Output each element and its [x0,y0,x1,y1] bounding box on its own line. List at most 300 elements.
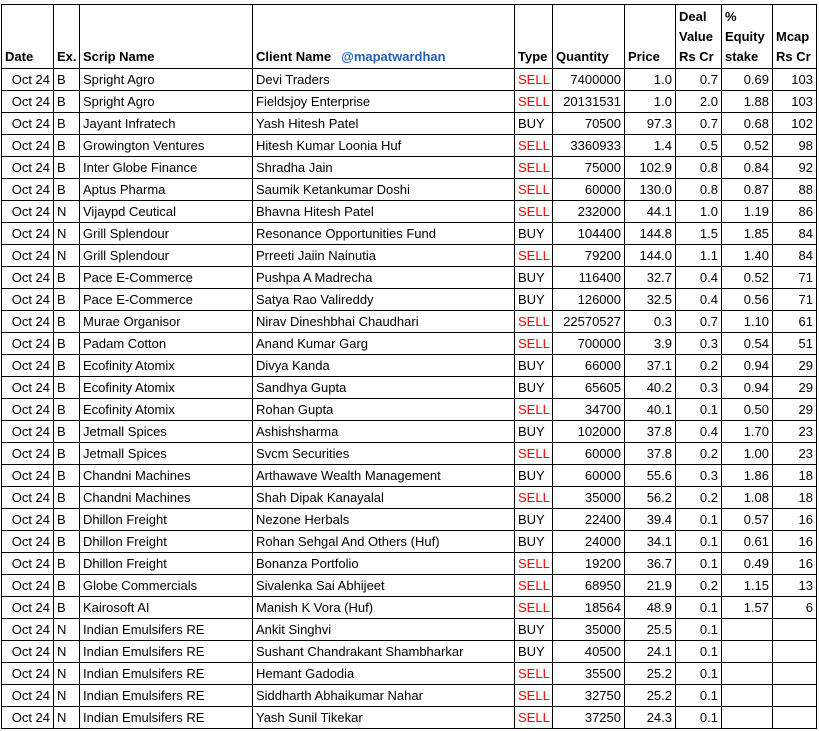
mcap-cell: 16 [773,509,817,531]
header-type: Type [515,5,553,69]
price-cell: 130.0 [625,179,676,201]
price-cell: 48.9 [625,597,676,619]
client-name-cell: Shradha Jain [253,157,515,179]
client-name-label: Client Name [256,49,332,64]
quantity-cell: 126000 [553,289,625,311]
date-cell: Oct 24 [2,597,54,619]
exchange-cell: B [54,575,80,597]
equity-stake-cell: 1.10 [722,311,773,333]
quantity-cell: 24000 [553,531,625,553]
equity-stake-cell: 1.86 [722,465,773,487]
exchange-cell: B [54,465,80,487]
price-cell: 144.8 [625,223,676,245]
equity-stake-cell [722,663,773,685]
date-cell: Oct 24 [2,135,54,157]
deal-value-cell: 0.4 [676,289,722,311]
mcap-cell: 16 [773,553,817,575]
price-cell: 55.6 [625,465,676,487]
exchange-cell: N [54,619,80,641]
price-cell: 39.4 [625,509,676,531]
date-cell: Oct 24 [2,619,54,641]
price-cell: 97.3 [625,113,676,135]
table-row [2,597,817,619]
mcap-cell: 71 [773,267,817,289]
deal-value-cell: 0.2 [676,487,722,509]
exchange-cell: B [54,531,80,553]
equity-stake-cell: 0.94 [722,377,773,399]
header-deal-value-line1: Deal [679,9,707,24]
scrip-name-cell: Inter Globe Finance [80,157,253,179]
mcap-cell: 29 [773,377,817,399]
quantity-cell: 37250 [553,707,625,729]
price-cell: 21.9 [625,575,676,597]
deal-value-cell: 0.3 [676,465,722,487]
deal-value-cell: 0.1 [676,707,722,729]
deal-value-cell: 1.5 [676,223,722,245]
table-row [2,575,817,597]
equity-stake-cell [722,619,773,641]
quantity-cell: 102000 [553,421,625,443]
equity-stake-cell: 1.88 [722,91,773,113]
header-exchange: Ex. [54,5,80,69]
equity-stake-cell: 1.00 [722,443,773,465]
price-cell: 37.8 [625,421,676,443]
date-cell: Oct 24 [2,245,54,267]
equity-stake-cell: 0.50 [722,399,773,421]
mcap-cell: 103 [773,91,817,113]
header-scrip-name: Scrip Name [80,5,253,69]
scrip-name-cell: Globe Commercials [80,575,253,597]
table-row [2,311,817,333]
table-row [2,355,817,377]
client-name-cell: Yash Hitesh Patel [253,113,515,135]
equity-stake-cell: 0.61 [722,531,773,553]
date-cell: Oct 24 [2,289,54,311]
mcap-cell: 88 [773,179,817,201]
scrip-name-cell: Aptus Pharma [80,179,253,201]
type-cell: SELL [515,575,553,597]
mcap-cell: 92 [773,157,817,179]
exchange-cell: N [54,663,80,685]
table-row [2,619,817,641]
exchange-cell: B [54,113,80,135]
type-cell: SELL [515,69,553,91]
quantity-cell: 104400 [553,223,625,245]
price-cell: 40.1 [625,399,676,421]
quantity-cell: 35000 [553,619,625,641]
mcap-cell [773,707,817,729]
client-name-cell: Satya Rao Valireddy [253,289,515,311]
date-cell: Oct 24 [2,201,54,223]
exchange-cell: B [54,355,80,377]
date-cell: Oct 24 [2,663,54,685]
scrip-name-cell: Indian Emulsifers RE [80,685,253,707]
mcap-cell: 13 [773,575,817,597]
deal-value-cell: 1.1 [676,245,722,267]
client-name-cell: Bonanza Portfolio [253,553,515,575]
client-name-cell: Resonance Opportunities Fund [253,223,515,245]
deal-value-cell: 0.1 [676,619,722,641]
scrip-name-cell: Padam Cotton [80,333,253,355]
deal-value-cell: 0.1 [676,531,722,553]
price-cell: 40.2 [625,377,676,399]
deal-value-cell: 0.1 [676,399,722,421]
exchange-cell: N [54,641,80,663]
scrip-name-cell: Jetmall Spices [80,443,253,465]
type-cell: BUY [515,509,553,531]
header-deal-value [676,5,722,69]
table-row [2,685,817,707]
client-name-cell: Pushpa A Madrecha [253,267,515,289]
price-cell: 32.5 [625,289,676,311]
deal-value-cell: 0.7 [676,69,722,91]
scrip-name-cell: Kairosoft AI [80,597,253,619]
mcap-cell: 6 [773,597,817,619]
client-name-cell: Prreeti Jaiin Nainutia [253,245,515,267]
type-cell: BUY [515,289,553,311]
exchange-cell: B [54,377,80,399]
mcap-cell: 84 [773,245,817,267]
equity-stake-cell: 0.84 [722,157,773,179]
price-cell: 37.1 [625,355,676,377]
equity-stake-cell: 0.56 [722,289,773,311]
mcap-cell: 29 [773,399,817,421]
header-equity-line3: stake [725,49,759,64]
price-cell: 144.0 [625,245,676,267]
scrip-name-cell: Indian Emulsifers RE [80,619,253,641]
date-cell: Oct 24 [2,707,54,729]
quantity-cell: 700000 [553,333,625,355]
table-row [2,91,817,113]
equity-stake-cell: 1.57 [722,597,773,619]
table-row [2,69,817,91]
table-row [2,135,817,157]
exchange-cell: N [54,707,80,729]
scrip-name-cell: Pace E-Commerce [80,289,253,311]
scrip-name-cell: Murae Organisor [80,311,253,333]
scrip-name-cell: Indian Emulsifers RE [80,707,253,729]
type-cell: SELL [515,443,553,465]
scrip-name-cell: Jetmall Spices [80,421,253,443]
mcap-cell: 23 [773,421,817,443]
scrip-name-cell: Indian Emulsifers RE [80,663,253,685]
scrip-name-cell: Pace E-Commerce [80,267,253,289]
price-cell: 24.1 [625,641,676,663]
equity-stake-cell: 0.87 [722,179,773,201]
client-name-cell: Ashishsharma [253,421,515,443]
deal-value-cell: 0.2 [676,575,722,597]
equity-stake-cell: 0.68 [722,113,773,135]
quantity-cell: 3360933 [553,135,625,157]
header-deal-value-line2: Value [679,29,713,44]
mcap-cell: 84 [773,223,817,245]
client-name-cell: Sivalenka Sai Abhijeet [253,575,515,597]
exchange-cell: B [54,267,80,289]
scrip-name-cell: Indian Emulsifers RE [80,641,253,663]
date-cell: Oct 24 [2,69,54,91]
date-cell: Oct 24 [2,487,54,509]
client-name-cell: Nezone Herbals [253,509,515,531]
exchange-cell: B [54,69,80,91]
mcap-cell: 71 [773,289,817,311]
deal-value-cell: 0.2 [676,355,722,377]
date-cell: Oct 24 [2,113,54,135]
type-cell: SELL [515,201,553,223]
scrip-name-cell: Ecofinity Atomix [80,399,253,421]
price-cell: 25.2 [625,685,676,707]
date-cell: Oct 24 [2,399,54,421]
mcap-cell: 51 [773,333,817,355]
equity-stake-cell [722,685,773,707]
table-row [2,641,817,663]
table-row [2,707,817,729]
exchange-cell: B [54,289,80,311]
header-equity-line2: Equity [725,29,765,44]
client-name-cell: Manish K Vora (Huf) [253,597,515,619]
scrip-name-cell: Jayant Infratech [80,113,253,135]
scrip-name-cell: Dhillon Freight [80,553,253,575]
price-cell: 1.0 [625,91,676,113]
table-row [2,399,817,421]
client-name-cell: Devi Traders [253,69,515,91]
client-name-cell: Hitesh Kumar Loonia Huf [253,135,515,157]
exchange-cell: B [54,443,80,465]
price-cell: 37.8 [625,443,676,465]
client-name-cell: Arthawave Wealth Management [253,465,515,487]
exchange-cell: B [54,91,80,113]
date-cell: Oct 24 [2,267,54,289]
deal-value-cell: 1.0 [676,201,722,223]
deal-value-cell: 0.1 [676,685,722,707]
mcap-cell: 61 [773,311,817,333]
exchange-cell: B [54,311,80,333]
header-date: Date [2,5,54,69]
equity-stake-cell: 0.52 [722,135,773,157]
type-cell: BUY [515,465,553,487]
client-name-cell: Anand Kumar Garg [253,333,515,355]
exchange-cell: N [54,685,80,707]
price-cell: 3.9 [625,333,676,355]
table-row [2,377,817,399]
header-client-name [253,5,515,69]
date-cell: Oct 24 [2,421,54,443]
quantity-cell: 35500 [553,663,625,685]
equity-stake-cell: 0.57 [722,509,773,531]
deal-value-cell: 0.1 [676,663,722,685]
equity-stake-cell: 1.70 [722,421,773,443]
equity-stake-cell: 1.85 [722,223,773,245]
mcap-cell [773,619,817,641]
equity-stake-cell: 1.40 [722,245,773,267]
table-row [2,223,817,245]
type-cell: BUY [515,641,553,663]
type-cell: SELL [515,399,553,421]
table-row [2,465,817,487]
date-cell: Oct 24 [2,531,54,553]
mcap-cell: 29 [773,355,817,377]
twitter-handle: @mapatwardhan [341,49,446,64]
date-cell: Oct 24 [2,443,54,465]
date-cell: Oct 24 [2,685,54,707]
date-cell: Oct 24 [2,553,54,575]
date-cell: Oct 24 [2,641,54,663]
deal-value-cell: 0.4 [676,421,722,443]
client-name-cell: Svcm Securities [253,443,515,465]
price-cell: 1.0 [625,69,676,91]
deal-value-cell: 0.1 [676,553,722,575]
quantity-cell: 35000 [553,487,625,509]
exchange-cell: N [54,245,80,267]
quantity-cell: 70500 [553,113,625,135]
scrip-name-cell: Dhillon Freight [80,531,253,553]
scrip-name-cell: Ecofinity Atomix [80,355,253,377]
equity-stake-cell: 0.52 [722,267,773,289]
client-name-cell: Siddharth Abhaikumar Nahar [253,685,515,707]
client-name-cell: Saumik Ketankumar Doshi [253,179,515,201]
scrip-name-cell: Dhillon Freight [80,509,253,531]
equity-stake-cell: 0.69 [722,69,773,91]
price-cell: 25.2 [625,663,676,685]
scrip-name-cell: Growington Ventures [80,135,253,157]
mcap-cell: 18 [773,487,817,509]
date-cell: Oct 24 [2,377,54,399]
mcap-cell: 102 [773,113,817,135]
type-cell: BUY [515,531,553,553]
client-name-cell: Shah Dipak Kanayalal [253,487,515,509]
equity-stake-cell: 1.08 [722,487,773,509]
mcap-cell: 98 [773,135,817,157]
deal-value-cell: 0.3 [676,377,722,399]
price-cell: 32.7 [625,267,676,289]
exchange-cell: B [54,135,80,157]
deal-value-cell: 2.0 [676,91,722,113]
price-cell: 56.2 [625,487,676,509]
quantity-cell: 79200 [553,245,625,267]
date-cell: Oct 24 [2,223,54,245]
deal-value-cell: 0.8 [676,179,722,201]
scrip-name-cell: Chandni Machines [80,465,253,487]
type-cell: SELL [515,157,553,179]
table-row [2,179,817,201]
date-cell: Oct 24 [2,355,54,377]
price-cell: 25.5 [625,619,676,641]
type-cell: BUY [515,355,553,377]
type-cell: BUY [515,377,553,399]
exchange-cell: N [54,201,80,223]
header-quantity: Quantity [553,5,625,69]
quantity-cell: 60000 [553,465,625,487]
type-cell: BUY [515,421,553,443]
client-name-cell: Nirav Dineshbhai Chaudhari [253,311,515,333]
type-cell: SELL [515,333,553,355]
table-row [2,443,817,465]
quantity-cell: 32750 [553,685,625,707]
exchange-cell: B [54,487,80,509]
client-name-cell: Rohan Gupta [253,399,515,421]
exchange-cell: B [54,509,80,531]
deal-value-cell: 0.1 [676,641,722,663]
quantity-cell: 20131531 [553,91,625,113]
type-cell: SELL [515,487,553,509]
quantity-cell: 22400 [553,509,625,531]
type-cell: SELL [515,245,553,267]
exchange-cell: B [54,157,80,179]
deal-value-cell: 0.2 [676,443,722,465]
equity-stake-cell: 1.19 [722,201,773,223]
type-cell: BUY [515,113,553,135]
type-cell: SELL [515,663,553,685]
scrip-name-cell: Spright Agro [80,69,253,91]
quantity-cell: 116400 [553,267,625,289]
type-cell: SELL [515,553,553,575]
header-mcap-line2: Rs Cr [776,49,811,64]
table-row [2,289,817,311]
table-row [2,157,817,179]
header-deal-value-line3: Rs Cr [679,49,714,64]
deal-value-cell: 0.7 [676,113,722,135]
equity-stake-cell [722,707,773,729]
table-header [2,5,817,69]
quantity-cell: 19200 [553,553,625,575]
price-cell: 24.3 [625,707,676,729]
scrip-name-cell: Grill Splendour [80,223,253,245]
scrip-name-cell: Chandni Machines [80,487,253,509]
client-name-cell: Fieldsjoy Enterprise [253,91,515,113]
table-row [2,113,817,135]
client-name-cell: Divya Kanda [253,355,515,377]
quantity-cell: 60000 [553,443,625,465]
type-cell: SELL [515,597,553,619]
type-cell: SELL [515,707,553,729]
table-row [2,333,817,355]
price-cell: 1.4 [625,135,676,157]
equity-stake-cell: 0.54 [722,333,773,355]
quantity-cell: 18564 [553,597,625,619]
quantity-cell: 34700 [553,399,625,421]
mcap-cell: 23 [773,443,817,465]
table-row [2,553,817,575]
quantity-cell: 7400000 [553,69,625,91]
type-cell: SELL [515,179,553,201]
quantity-cell: 232000 [553,201,625,223]
mcap-cell: 86 [773,201,817,223]
equity-stake-cell [722,641,773,663]
date-cell: Oct 24 [2,91,54,113]
scrip-name-cell: Ecofinity Atomix [80,377,253,399]
exchange-cell: B [54,421,80,443]
client-name-cell: Yash Sunil Tikekar [253,707,515,729]
mcap-cell [773,685,817,707]
mcap-cell: 18 [773,465,817,487]
deal-value-cell: 0.8 [676,157,722,179]
client-name-cell: Bhavna Hitesh Patel [253,201,515,223]
equity-stake-cell: 1.15 [722,575,773,597]
header-mcap-line1: Mcap [776,29,810,44]
price-cell: 102.9 [625,157,676,179]
quantity-cell: 75000 [553,157,625,179]
header-mcap [773,5,817,69]
table-row [2,245,817,267]
scrip-name-cell: Spright Agro [80,91,253,113]
exchange-cell: N [54,223,80,245]
scrip-name-cell: Vijaypd Ceutical [80,201,253,223]
table-row [2,663,817,685]
exchange-cell: B [54,553,80,575]
mcap-cell [773,663,817,685]
deal-value-cell: 0.4 [676,267,722,289]
date-cell: Oct 24 [2,157,54,179]
exchange-cell: B [54,399,80,421]
